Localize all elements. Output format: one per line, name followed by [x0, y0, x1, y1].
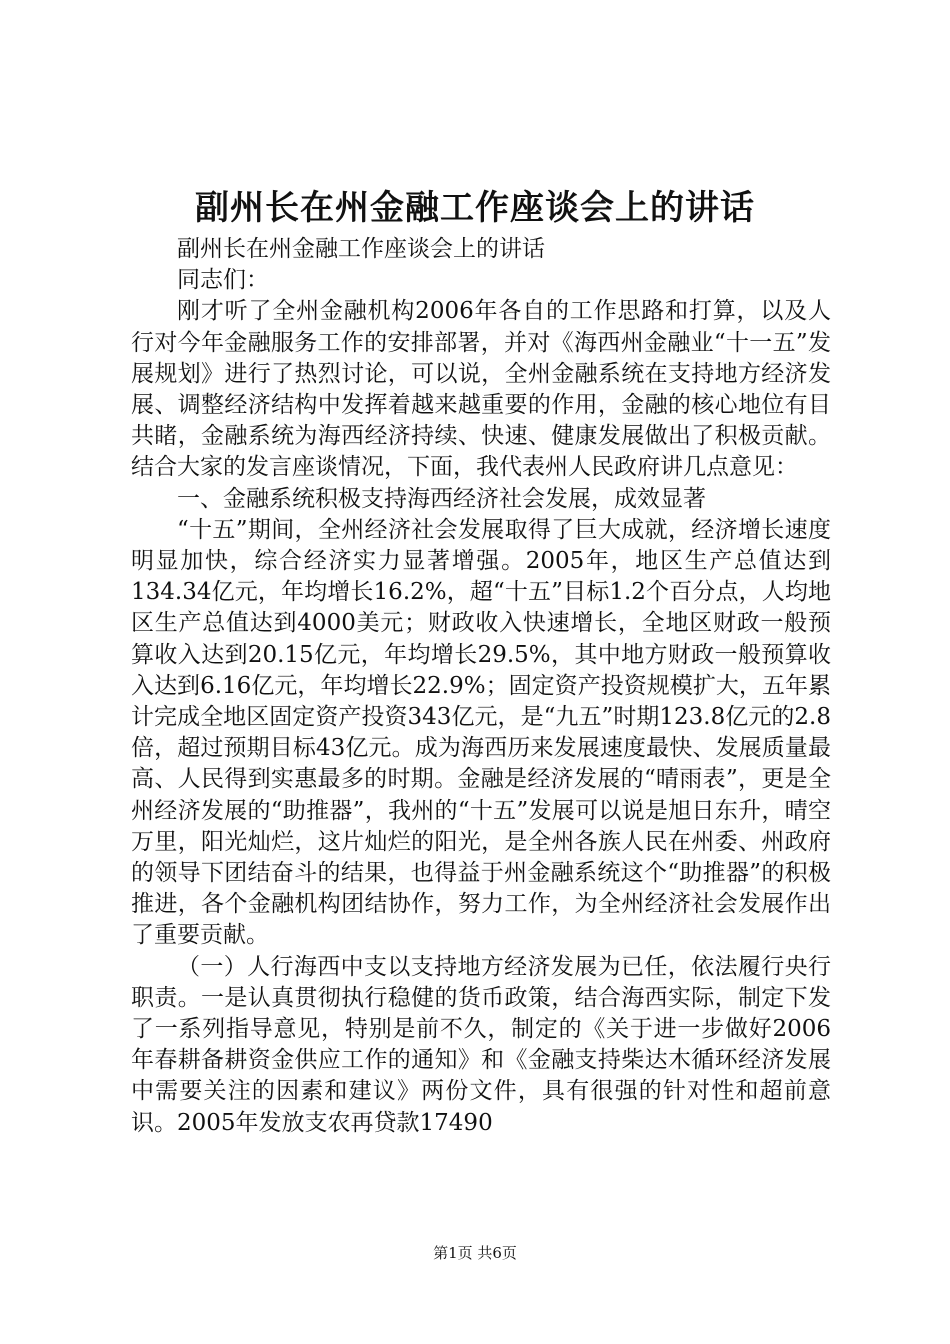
body-paragraph: “十五”期间，全州经济社会发展取得了巨大成就，经济增长速度明显加快，综合经济实力显著增强。2005年，地区生产总值达到134.34亿元，年均增长16.2%，超“十五”目标1.2个百分点，人均地区生产总值达到4000美元；财政收入快速增长，全地区财政一般预算收入达到20.15亿元，年均增长29.5%，其中地方财政一般预算收入达到6.16亿元，年均增长22.9%；固定资产投资规模扩大，五年累计完成全地区固定资产投资343亿元，是“九五”时期123.8亿元的2.8倍，超过预期目标43亿元。成为海西历来发展速度最快、发展质量最高、人民得到实惠最多的时期。金融是经济发展的“晴雨表”，更是全州经济发展的“助推器”，我州的“十五”发展可以说是旭日东升，晴空万里，阳光灿烂，这片灿烂的阳光，是全州各族人民在州委、州政府的领导下团结奋斗的结果，也得益于州金融系统这个“助推器”的积极推进，各个金融机构团结协作，努力工作，为全州经济社会发展作出了重要贡献。: [131, 516, 831, 949]
salutation-paragraph: 同志们：: [177, 267, 269, 294]
page-number-footer: 第1页 共6页: [433, 1244, 517, 1262]
body-paragraph: （一）人行海西中支以支持地方经济发展为已任，依法履行央行职责。一是认真贯彻执行稳健的货币政策，结合海西实际，制定下发了一系列指导意见，特别是前不久，制定的《关于进一步做好2006年春耕备耕资金供应工作的通知》和《金融支持柴达木循环经济发展中需要关注的因素和建议》两份文件，具有很强的针对性和超前意识。2005年发放支农再贷款17490: [131, 953, 831, 1136]
subtitle-paragraph: 副州长在州金融工作座谈会上的讲话: [177, 236, 545, 262]
document-body: [131, 234, 831, 1139]
body-paragraph: 刚才听了全州金融机构2006年各自的工作思路和打算，以及人行对今年金融服务工作的安排部署，并对《海西州金融业“十一五”发展规划》进行了热烈讨论，可以说，全州金融系统在支持地方经济发展、调整经济结构中发挥着越来越重要的作用，金融的核心地位有目共睹，金融系统为海西经济持续、快速、健康发展做出了积极贡献。结合大家的发言座谈情况，下面，我代表州人民政府讲几点意见：: [131, 298, 831, 481]
page-title: 副州长在州金融工作座谈会上的讲话: [195, 188, 755, 228]
section-heading: 一、金融系统积极支持海西经济社会发展，成效显著: [177, 485, 706, 512]
